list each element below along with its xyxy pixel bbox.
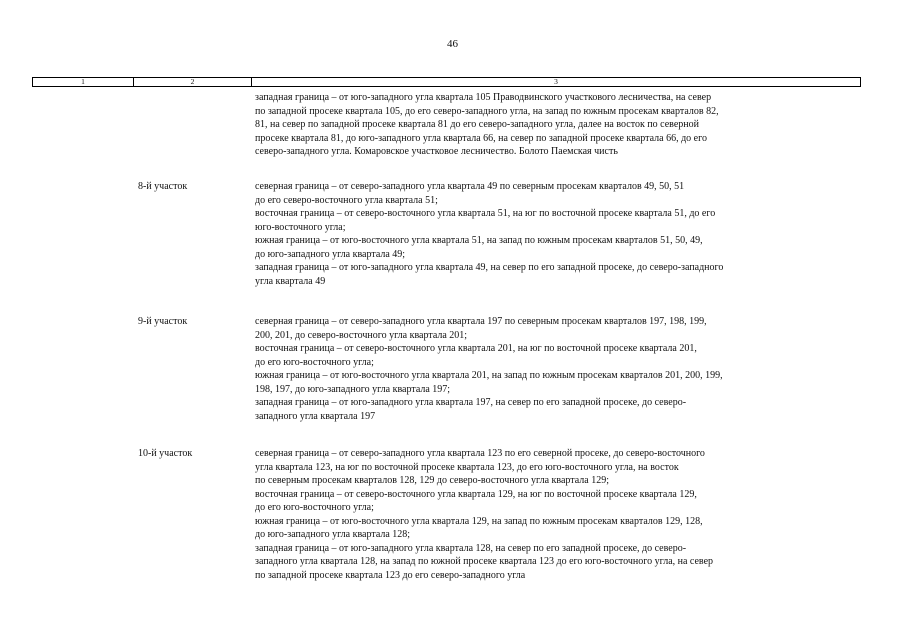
text-line: западная граница – от юго-западного угла квартала 49, на север по его западной просеке, до северо-западного (255, 262, 724, 273)
text-line: просеке квартала 81, до юго-западного угла квартала 66, на север по западной просеке квартала 66, до его (255, 132, 707, 144)
text-line: угла квартала 123, на юг по восточной просеке квартала 123, до его юго-восточного угла, на восток (255, 461, 679, 473)
table-header-col-3: 3 (554, 77, 558, 86)
text-line: до его юго-восточного угла; (255, 356, 374, 368)
table-header-col-2: 2 (134, 78, 252, 86)
text-line: западная граница – от юго-западного угла квартала 105 Праводвинского участкового лесничества, на север (255, 92, 712, 103)
text-line: северо-западного угла. Комаровское участковое лесничество. Болото Паемская чисть (255, 146, 618, 157)
text-line: юго-восточного угла; (255, 221, 346, 233)
text-line: восточная граница – от северо-восточного угла квартала 51, на юг по восточной просеке квартала 51, до его (255, 208, 716, 219)
table-header-col-1: 1 (33, 78, 134, 86)
text-line: по западной просеке квартала 123 до его северо-западного угла (255, 569, 526, 581)
plot-label: 8-й участок (138, 181, 188, 192)
boundary-description (255, 91, 875, 159)
text-line: по северным просекам кварталов 128, 129 до северо-восточного угла квартала 129; (255, 475, 609, 486)
page-number: 46 (447, 38, 458, 50)
text-line: западного угла квартала 197 (255, 410, 376, 422)
text-line: 200, 201, до северо-восточного угла квартала 201; (255, 329, 468, 341)
text-line: северная граница – от северо-западного угла квартала 123 по его северной просеке, до северо-восточного (255, 448, 705, 459)
table-header-row (32, 77, 861, 87)
text-line: до юго-западного угла квартала 128; (255, 529, 411, 540)
text-line: до его северо-восточного угла квартала 51; (255, 194, 438, 206)
text-line: западная граница – от юго-западного угла квартала 197, на север по его западной просеке, до северо- (255, 397, 687, 408)
text-line: восточная граница – от северо-восточного угла квартала 201, на юг по восточной просеке квартала 201, (255, 343, 697, 354)
plot-label: 10-й участок (138, 448, 193, 459)
text-line: западного угла квартала 128, на запад по южной просеке квартала 123 до его юго-восточного угла, на север (255, 556, 714, 567)
text-line: 81, на север по западной просеке квартала 81 до его северо-западного угла, далее на восток по северной (255, 119, 699, 130)
text-line: по западной просеке квартала 105, до его северо-западного угла, на запад по южным просекам кварталов 82, (255, 105, 719, 117)
text-line: 198, 197, до юго-западного угла квартала 197; (255, 383, 451, 395)
text-line: северная граница – от северо-западного угла квартала 197 по северным просекам кварталов 197, 198, 199, (255, 316, 707, 327)
text-line: южная граница – от юго-восточного угла квартала 129, на запад по южным просекам кварталов 129, 128, (255, 515, 703, 527)
boundary-description (255, 180, 875, 288)
text-line: угла квартала 49 (255, 275, 326, 287)
text-line: западная граница – от юго-западного угла квартала 128, на север по его западной просеке, до северо- (255, 542, 687, 554)
text-line: восточная граница – от северо-восточного угла квартала 129, на юг по восточной просеке квартала 129, (255, 488, 697, 500)
text-line: до его юго-восточного угла; (255, 502, 374, 513)
text-line: южная граница – от юго-восточного угла квартала 51, на запад по южным просекам кварталов 51, 50, 49, (255, 235, 703, 246)
boundary-description (255, 447, 875, 582)
boundary-description (255, 315, 875, 423)
plot-label: 9-й участок (138, 316, 188, 327)
text-line: до юго-западного угла квартала 49; (255, 248, 406, 260)
text-line: северная граница – от северо-западного угла квартала 49 по северным просекам кварталов 49, 50, 51 (255, 181, 685, 192)
text-line: южная граница – от юго-восточного угла квартала 201, на запад по южным просекам кварталов 201, 200, 199, (255, 370, 723, 381)
